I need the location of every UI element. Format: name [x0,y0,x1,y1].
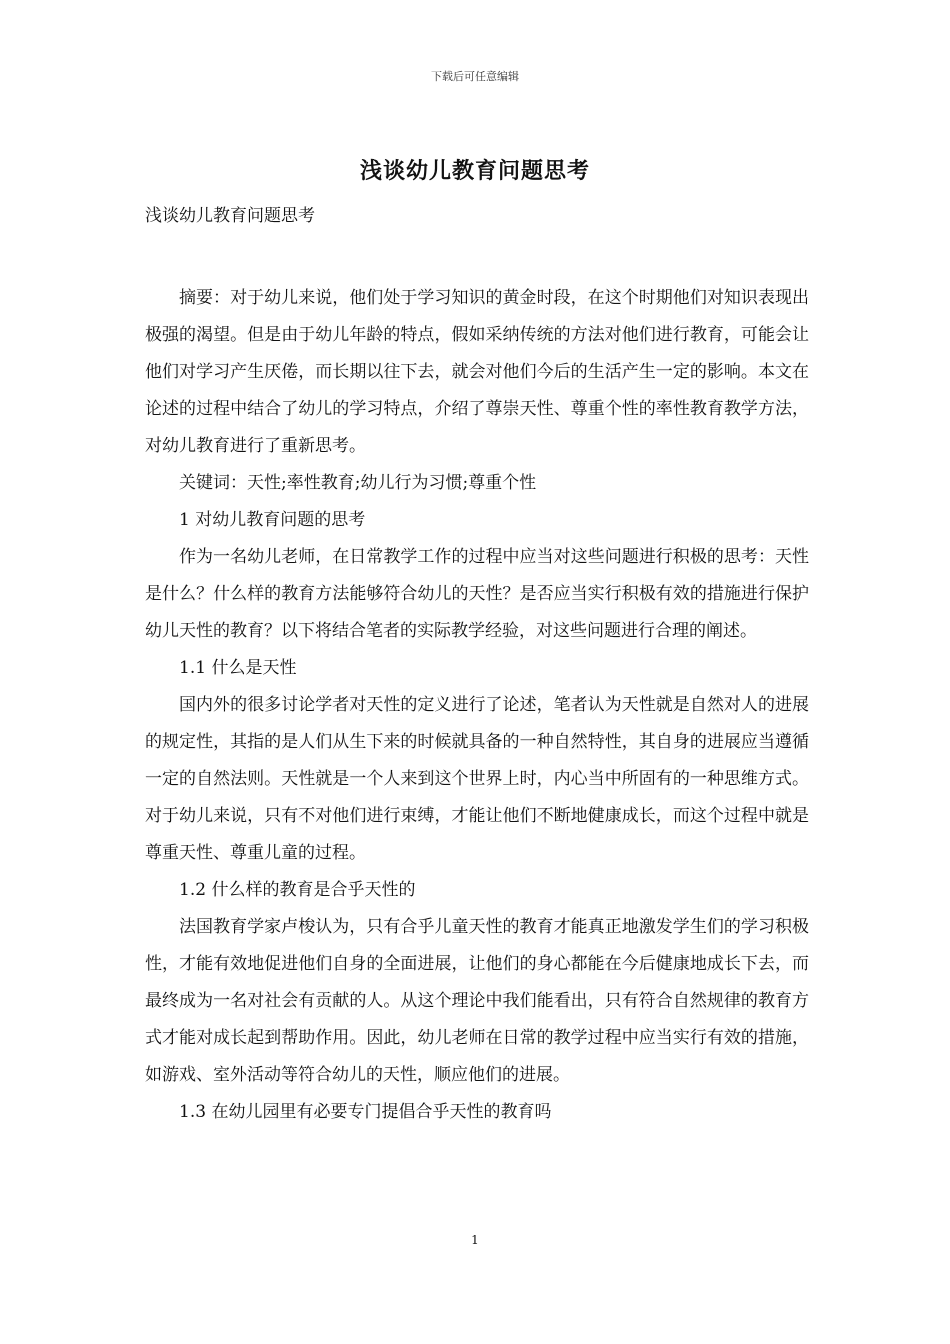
document-subtitle: 浅谈幼儿教育问题思考 [145,206,315,226]
document-title: 浅谈幼儿教育问题思考 [359,158,590,184]
page-number: 1 [471,1233,479,1247]
header-note: 下载后可任意编辑 [431,70,519,83]
section-heading-1-3: 1.3 在幼儿园里有必要专门提倡合乎天性的教育吗 [179,1102,552,1122]
section-heading-1-1: 1.1 什么是天性 [179,658,297,678]
document-body [145,198,809,1131]
section-heading-1-2: 1.2 什么样的教育是合乎天性的 [179,880,416,900]
section-1-paragraph: 作为一名幼儿老师，在日常教学工作的过程中应当对这些问题进行积极的思考：天性是什么？什么样的教育方法能够符合幼儿的天性？是否应当实行积极有效的措施进行保护幼儿天性的教育？以下将结合笔者的实际教学经验，对这些问题进行合理的阐述。 [145,547,809,641]
abstract-paragraph: 摘要：对于幼儿来说，他们处于学习知识的黄金时段，在这个时期他们对知识表现出极强的渴望。但是由于幼儿年龄的特点，假如采纳传统的方法对他们进行教育，可能会让他们对学习产生厌倦，而长期以往下去，就会对他们今后的生活产生一定的影响。本文在论述的过程中结合了幼儿的学习特点，介绍了尊崇天性、尊重个性的率性教育教学方法，对幼儿教育进行了重新思考。 [145,288,809,456]
keywords-line: 关键词：天性;率性教育;幼儿行为习惯;尊重个性 [179,473,537,493]
section-1-2-paragraph: 法国教育学家卢梭认为，只有合乎儿童天性的教育才能真正地激发学生们的学习积极性，才能有效地促进他们自身的全面进展，让他们的身心都能在今后健康地成长下去，而最终成为一名对社会有贡献的人。从这个理论中我们能看出，只有符合自然规律的教育方式才能对成长起到帮助作用。因此，幼儿老师在日常的教学过程中应当实行有效的措施，如游戏、室外活动等符合幼儿的天性，顺应他们的进展。 [145,917,809,1085]
section-1-1-paragraph: 国内外的很多讨论学者对天性的定义进行了论述，笔者认为天性就是自然对人的进展的规定性，其指的是人们从生下来的时候就具备的一种自然特性，其自身的进展应当遵循一定的自然法则。天性就是一个人来到这个世界上时，内心当中所固有的一种思维方式。对于幼儿来说，只有不对他们进行束缚，才能让他们不断地健康成长，而这个过程中就是尊重天性、尊重儿童的过程。 [145,695,809,863]
section-heading-1: 1 对幼儿教育问题的思考 [179,510,366,530]
